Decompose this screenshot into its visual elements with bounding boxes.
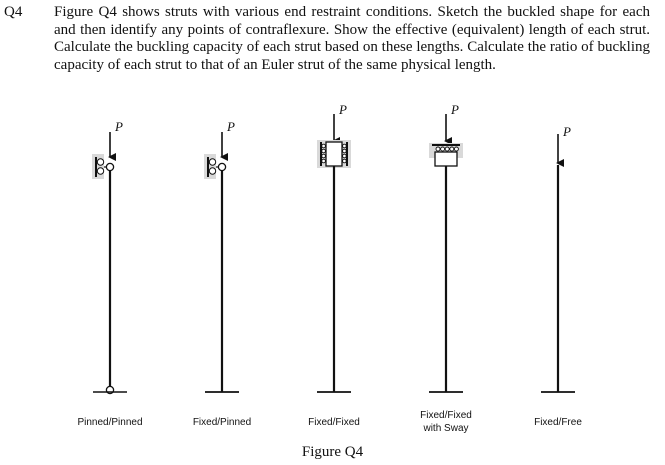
sliding-block [326,142,342,166]
top-support-shading [92,154,104,179]
strut-caption: Fixed/Fixed [420,410,472,421]
load-label: P [115,119,123,134]
top-support-shading [204,154,216,179]
strut-fixed-fixed [308,102,360,428]
strut-caption-line2: with Sway [423,423,469,434]
load-label: P [451,102,459,117]
load-label: P [339,102,347,117]
sliding-block [435,152,457,166]
figure-caption: Figure Q4 [301,444,364,460]
strut-pinned-pinned [77,119,142,428]
load-label: P [227,119,235,134]
strut-caption: Fixed/Fixed [308,417,360,428]
strut-caption: Fixed/Pinned [192,417,252,428]
top-pin [106,163,113,170]
question-text: Figure Q4 shows struts with various end restraint conditions. Sketch the buckled shape for each and then identify any points of contraflexure. Show the effective (equivalent) length of each strut. Calculate the buckling capacity of each strut based on these lengths. Calculate the ratio of buckling capacity of each strut to that of an Euler strut of the same physical length. [54,4,650,73]
strut-fixed-free [534,124,582,428]
strut-caption: Pinned/Pinned [77,417,143,428]
top-pin [218,163,225,170]
strut-fixed-pinned [193,119,251,428]
question-number: Q4 [4,4,23,20]
strut-fixed-fixed-sway [420,102,472,434]
load-label: P [563,124,571,139]
strut-caption: Fixed/Free [534,417,582,428]
